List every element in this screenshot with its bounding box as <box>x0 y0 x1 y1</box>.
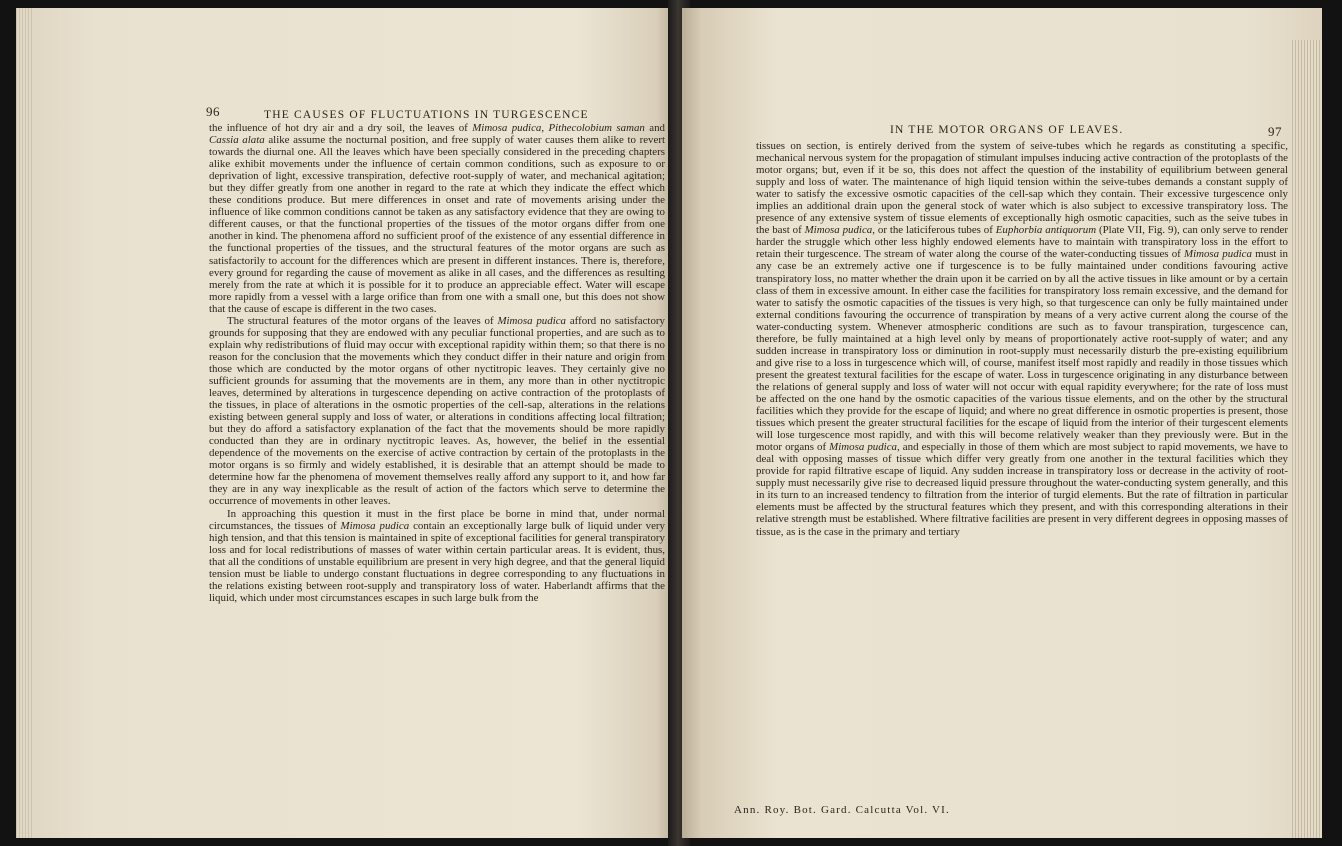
left-body-text <box>209 122 665 604</box>
right-page-number: 97 <box>1268 124 1282 139</box>
left-running-head: THE CAUSES OF FLUCTUATIONS IN TURGESCENCE <box>264 109 589 121</box>
right-paragraph-1: tissues on section, is entirely derived from the system of seive-tubes which he regards as constituting a specific, mechanical nervous system for the propagation of stimulant impulses inducing active contraction of the protoplasts of the motor organs; but, even if it be so, this does not affect the question of the instability of equilibrium between general supply and loss of water. The maintenance of high liquid tension within the seive-tubes demands a constant supply of water to satisfy the excessive osmotic capacities of the cell-sap which they contain. Their excessive turgescence only implies an additional drain upon the general stock of water which is also subject to excessive transpiratory loss. The presence of any extensive system of tissue elements of exceptionally high osmotic capacities, such as the seive tubes in the bast of Mimosa pudica, or the laticiferous tubes of Euphorbia antiquorum (Plate VII, Fig. 9), can only serve to render harder the struggle which other less highly endowed elements have to maintain with transpiratory loss in the effort to retain their turgescence. The stream of water along the course of the water-conducting tissues of Mimosa pudica must in any case be an extremely active one if turgescence is to be fully maintained under conditions favouring active transpiratory loss, no matter whether the drain upon it be carried on by all the active tissues in like amount or by a certain class of them in excessive amount. In either case the facilities for transpiratory loss remain excessive, and the demand for water to satisfy the osmotic capacities of the tissues is very high, so that turgescence can only be fully maintained under external conditions favouring the occurrence of transpiration by means of a very active current along the course of the water-conducting system. Whenever atmospheric conditions are such as to favour transpiration, turgescence can, therefore, be fully maintained at a high level only by means of proportionately active root-supply of water; and any sudden increase in transpiratory loss or diminution in root-supply must necessarily disturb the pre-existing equilibrium and give rise to a loss in turgescence which will, of course, manifest itself most rapidly and readily in those tissues which present the greatest textural facilities for the escape of water. Loss in turgescence originating in any disturbance between the relations of general supply and loss of water will not occur with equal rapidity everywhere; for the rate of loss must be affected on the one hand by the osmotic capacities of the various tissue elements, and on the other by the structural facilities which they provide for the escape of liquid; and where no great difference in osmotic properties is present, those tissues which present the greater structural facilities for the escape of liquid from the interior of their turgescent elements will lose turgescence most rapidly, and with this will become relatively weaker than they previously were. But in the motor organs of Mimosa pudica, and especially in those of them which are most subject to rapid movements, we have to deal with opposing masses of tissue which differ very greatly from one another in the textural facilities which they provide for rapid filtrative escape of liquid. Any sudden increase in transpiratory loss or decrease in the activity of root-supply must necessarily give rise to decreased liquid pressure throughout the water-conducting system generally, and this in its turn to an increased tendency to filtration from the interior of turgid elements. But the rate of filtration in particular elements must be affected by the structural features which they present, and with this corresponding alterations in their relative strength must be established. Where filtrative facilities are present in very different degrees in opposing masses of tissue, as is the case in the primary and tertiary <box>756 140 1288 538</box>
right-running-head: IN THE MOTOR ORGANS OF LEAVES. <box>890 124 1124 136</box>
right-page <box>682 8 1322 838</box>
right-page-edge <box>1290 40 1322 838</box>
left-paragraph-1: the influence of hot dry air and a dry soil, the leaves of Mimosa pudica, Pithecolobium saman and Cassia alata alike assume the nocturnal position, and free supply of water causes them alike to revert towards the diurnal one. All the leaves which have been specially considered in the preceding chapters alike exhibit movements under the influence of certain common conditions, such as exposure to or deprivation of light, excessive transpiration, defective root-supply of water, and mechanical agitation; but they differ greatly from one another in regard to the rate at which they indicate the effect which these conditions produce. But mere differences in onset and rate of movements arising under the influence of like common conditions cannot be taken as any satisfactory evidence that they are owing to different causes, or that the functional properties of the tissues of the motor organs differ from one another in kind. The phenomena afford no sufficient proof of the existence of any essential difference in the functional properties of the tissues, and the structural features of the motor organs are such as satisfactorily to account for the differences which are present in different instances. There is, therefore, every ground for regarding the cause of movement as alike in all cases, and the differences as resulting merely from the rate at which it is possible for it to produce an appreciable effect. Water will escape more rapidly from a vessel with a large orifice than from one with a small one, but this does not show that the cause of escape is different in the two cases. <box>209 122 665 315</box>
left-paragraph-3: In approaching this question it must in the first place be borne in mind that, under normal circumstances, the tissues of Mimosa pudica contain an exceptionally large bulk of liquid under very high tension, and that this tension is maintained in spite of exceptional facilities for general transpiratory loss and for local redistributions of masses of water within certain particular areas. It is evident, thus, that all the conditions of unstable equilibrium are present in very high degree, and that the general liquid tension must be liable to undergo constant fluctuations in degree corresponding to any fluctuations in the relations existing between root-supply and transpiratory loss of water. Haberlandt affirms that the liquid, which under most circumstances escapes in such large bulk from the <box>209 507 665 604</box>
left-page <box>16 8 676 838</box>
page-footer: Ann. Roy. Bot. Gard. Calcutta Vol. VI. <box>734 804 950 816</box>
left-page-edge <box>16 8 32 838</box>
left-paragraph-2: The structural features of the motor organs of the leaves of Mimosa pudica afford no satisfactory grounds for supposing that they are endowed with any peculiar functional properties, and are such as to explain why redistributions of fluid may occur with exceptional rapidity within them; so that there is no reason for the conclusion that the movements which they conduct differ in their nature and origin from those which are conducted by the motor organs of other nyctitropic leaves. They certainly give no sufficient grounds for assuming that the movements are in them, any more than in other nyctitropic leaves, determined by alterations in turgescence depending on active contraction of the protoplasts of the tissues, in place of alterations in the osmotic properties of the cell-sap, alterations in the relations existing between general supply and loss of water, or alterations in conditions affecting local filtration; but they do afford a satisfactory explanation of the fact that the movements should be more rapidly conducted than they are in ordinary nyctitropic leaves. As, however, the belief in the essential dependence of the movements on the exercise of active contraction by certain of the protoplasts in the motor organs is so firmly and widely established, it is desirable that an attempt should be made to determine how far the phenomena of movement themselves really afford any support to it, and how far they are in any way inexplicable as the result of action of the factors which serve to determine the occurrence of movements in other leaves. <box>209 314 665 508</box>
left-page-number: 96 <box>206 104 220 119</box>
right-body-text <box>756 140 1288 538</box>
